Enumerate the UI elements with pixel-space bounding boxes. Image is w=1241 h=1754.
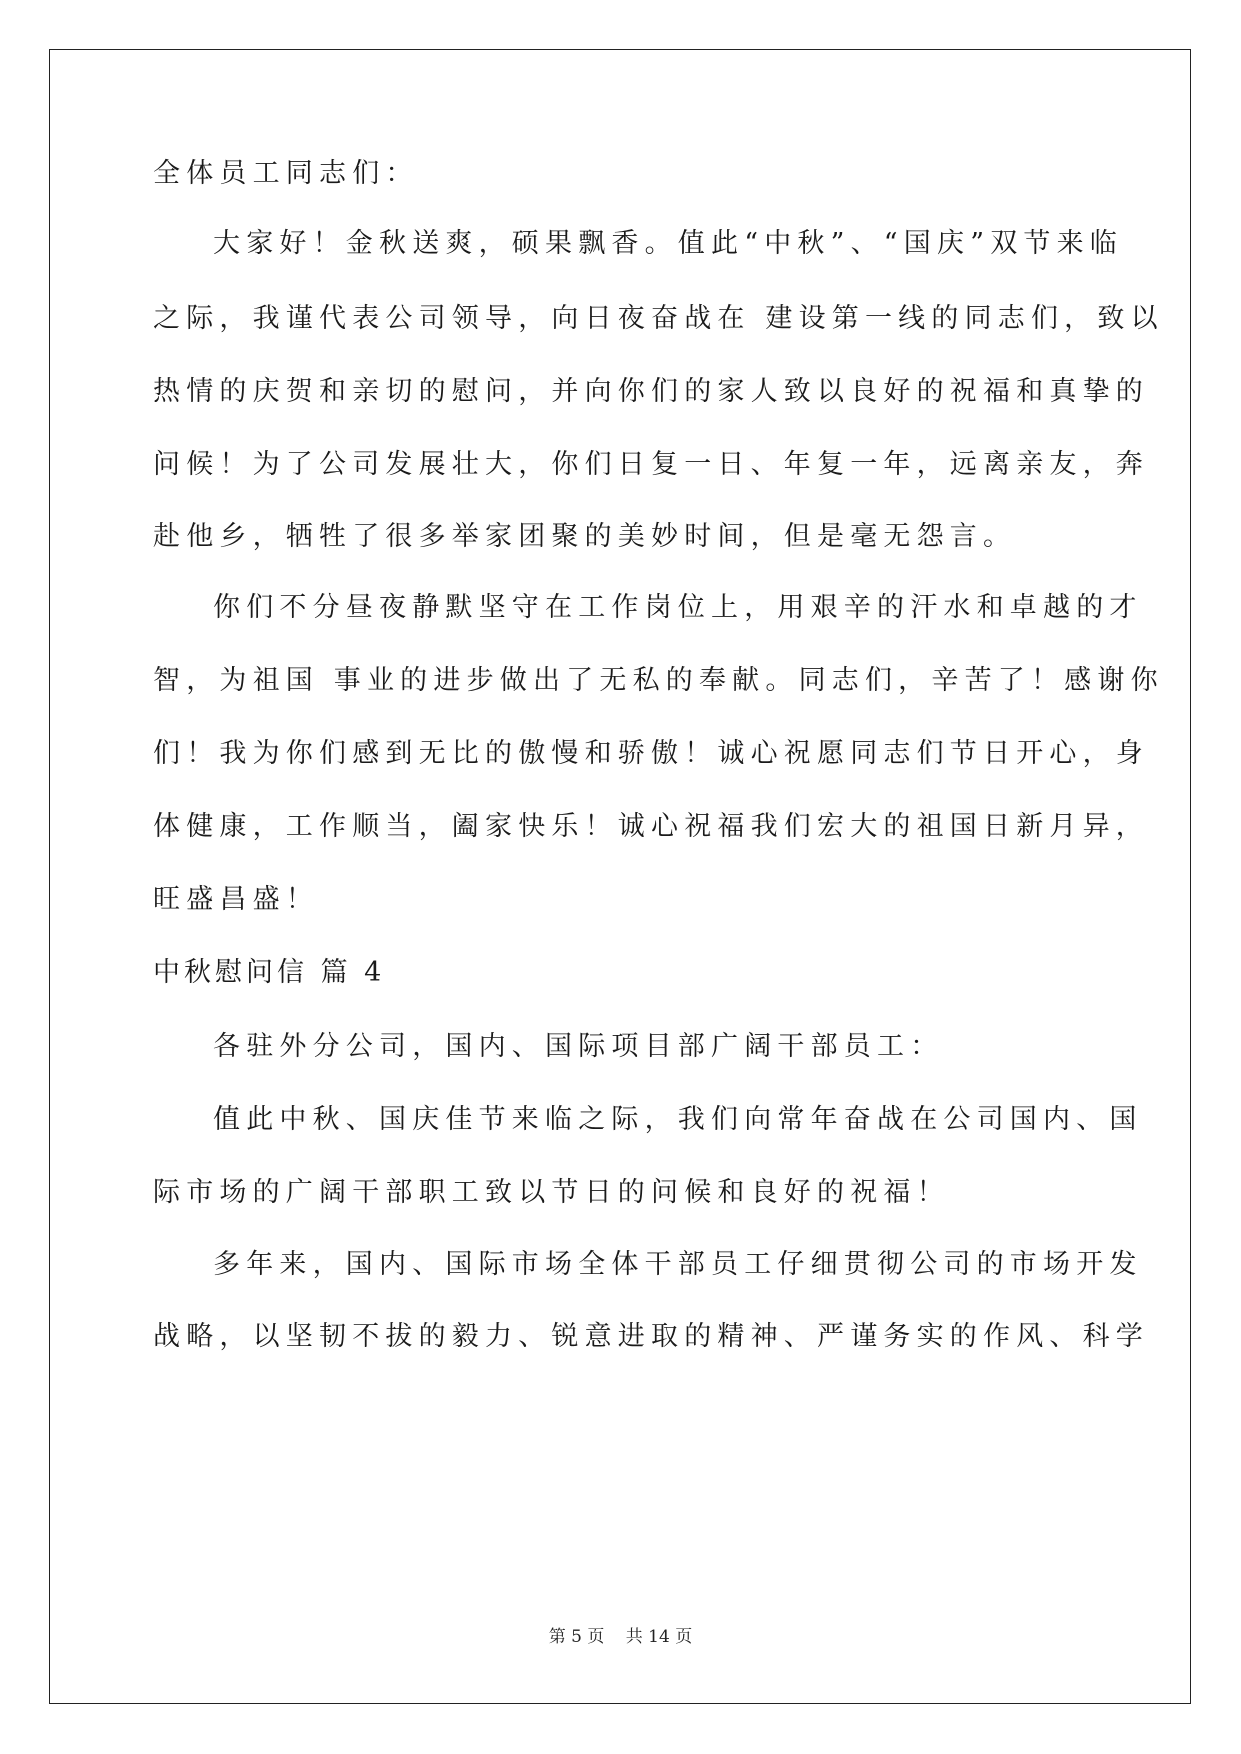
- paragraph-line: 际市场的广阔干部职工致以节日的问候和良好的祝福！: [153, 1177, 950, 1208]
- paragraph-line: 体健康，工作顺当，阖家快乐！诚心祝福我们宏大的祖国日新月异，: [153, 811, 1149, 842]
- salutation: 全体员工同志们：: [153, 158, 419, 189]
- paragraph-line: 大家好！金秋送爽，硕果飘香。值此“中秋”、“国庆”双节来临: [213, 228, 1124, 259]
- paragraph-line: 战略，以坚韧不拔的毅力、锐意进取的精神、严谨务实的作风、科学: [153, 1321, 1149, 1352]
- paragraph-line: 你们不分昼夜静默坚守在工作岗位上，用艰辛的汗水和卓越的才: [213, 592, 1143, 623]
- page-border: [49, 49, 1191, 1704]
- paragraph-line: 之际，我谨代表公司领导，向日夜奋战在 建设第一线的同志们，致以: [153, 303, 1164, 334]
- paragraph-line: 赴他乡，牺牲了很多举家团聚的美妙时间，但是毫无怨言。: [153, 521, 1017, 552]
- paragraph-line: 热情的庆贺和亲切的慰问，并向你们的家人致以良好的祝福和真挚的: [153, 376, 1149, 407]
- addressee-line: 各驻外分公司，国内、国际项目部广阔干部员工：: [213, 1031, 944, 1062]
- page-total: 共 14 页: [625, 1627, 693, 1647]
- paragraph-line: 问候！为了公司发展壮大，你们日复一日、年复一年，远离亲友，奔: [153, 449, 1149, 480]
- page-number: 第 5 页: [548, 1627, 605, 1647]
- paragraph-line: 们！我为你们感到无比的傲慢和骄傲！诚心祝愿同志们节日开心，身: [153, 738, 1149, 769]
- paragraph-line: 多年来，国内、国际市场全体干部员工仔细贯彻公司的市场开发: [213, 1249, 1143, 1280]
- paragraph-line: 旺盛昌盛！: [153, 884, 319, 915]
- paragraph-line: 值此中秋、国庆佳节来临之际，我们向常年奋战在公司国内、国: [213, 1104, 1143, 1135]
- section-heading: 中秋慰问信 篇 4: [153, 957, 386, 988]
- paragraph-line: 智，为祖国 事业的进步做出了无私的奉献。同志们，辛苦了！感谢你: [153, 665, 1164, 696]
- page-footer: [0, 1626, 1241, 1648]
